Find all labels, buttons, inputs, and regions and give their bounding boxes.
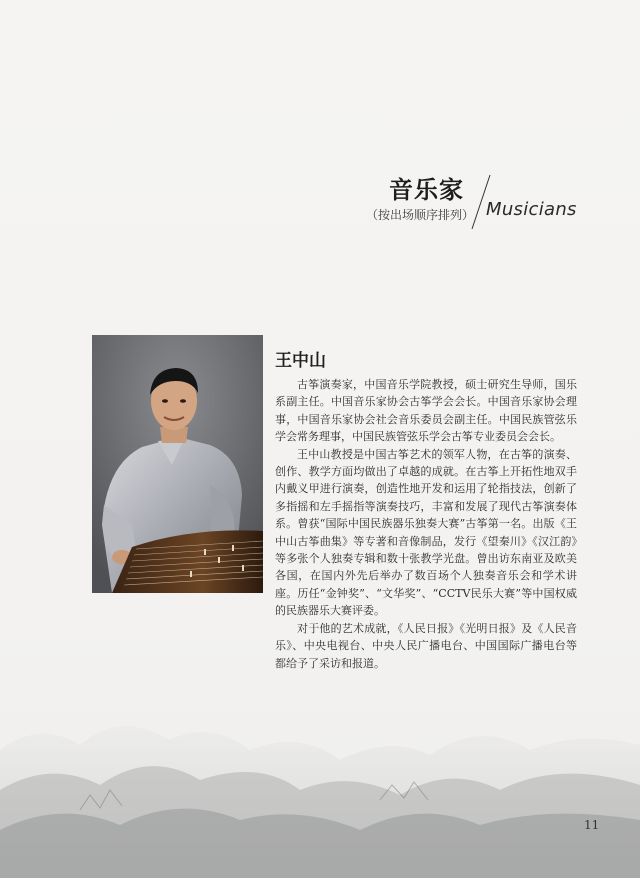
- section-title: 音乐家: [389, 175, 464, 204]
- section-subtitle: （按出场顺序排列）: [366, 208, 475, 222]
- bio-paragraph: 古筝演奏家，中国音乐学院教授，硕士研究生导师，国乐系副主任。中国音乐家协会古筝学会会长。中国音乐家协会理事，中国音乐家协会社会音乐委员会副主任。中国民族管弦乐学会常务理事，中国民族管弦乐学会古筝专业委员会会长。: [275, 378, 577, 444]
- bio-paragraph: 王中山教授是中国古筝艺术的领军人物，在古筝的演奏、创作、教学方面均做出了卓越的成就。在古筝上开拓性地双手内戴义甲进行演奏，创造性地开发和运用了轮指技法，创新了多指摇和左手摇指等演奏技巧，丰富和发展了现代古筝演奏体系。曾获“国际中国民族器乐独奏大赛”古筝第一名。出版《王中山古筝曲集》等专著和音像制品，发行《望秦川》《汉江韵》等多张个人独奏专辑和数十张教学光盘。曾出访东南亚及欧美各国，在国内外先后举办了数百场个人独奏音乐会和学术讲座。历任“金钟奖”、“文华奖”、“CCTV民乐大赛”等中国权威的民族器乐大赛评委。: [275, 447, 577, 618]
- bio-paragraph: 对于他的艺术成就，《人民日报》《光明日报》及《人民音乐》、中央电视台、中央人民广播电台、中国国际广播电台等都给予了采访和报道。: [275, 621, 577, 670]
- section-title-en: Musicians: [486, 199, 577, 220]
- musician-photo: [92, 335, 263, 593]
- ink-mountains-illustration: [0, 690, 640, 878]
- musician-name: 王中山: [275, 351, 326, 371]
- page-number: 11: [584, 818, 600, 832]
- musician-bio: [275, 376, 577, 672]
